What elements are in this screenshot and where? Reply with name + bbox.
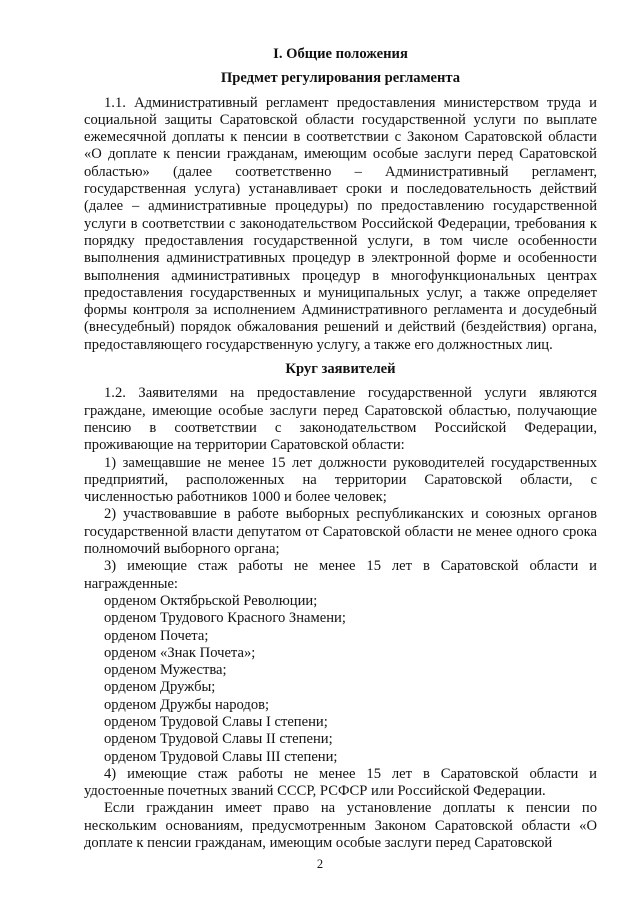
order-item: орденом «Знак Почета»; xyxy=(104,644,256,661)
section-title: I. Общие положения xyxy=(273,46,408,62)
list-item-2: 2) участвовавшие в работе выборных республиканских и союзных органов государственной власти депутатом от Саратовской области не менее одного срока полномочий выборного органа; xyxy=(84,506,597,558)
order-item: орденом Трудовой Славы III степени; xyxy=(104,748,338,765)
paragraph-multiple-grounds: Если гражданин имеет право на установление доплаты к пенсии по нескольким основаниям, предусмотренным Законом Саратовской области «О доплате к пенсии гражданам, имеющим особые заслуги перед Саратовской xyxy=(84,800,597,852)
order-item: орденом Дружбы народов; xyxy=(104,696,270,713)
list-item-1: 1) замещавшие не менее 15 лет должности руководителей государственных предприятий, расположенных на территории Саратовской области, с численностью работников 1000 и более человек; xyxy=(84,454,597,506)
paragraph-1-2: 1.2. Заявителями на предоставление государственной услуги являются граждане, имеющие особые заслуги перед Саратовской областью, получающие пенсию в соответствии с законодательством Российской Федерации, проживающие на территории Саратовской области: xyxy=(84,385,597,454)
list-item-3: 3) имеющие стаж работы не менее 15 лет в Саратовской области и награжденные: xyxy=(84,558,597,592)
order-item: орденом Октябрьской Революции; xyxy=(104,592,318,609)
order-item: орденом Трудовой Славы I степени; xyxy=(104,713,328,730)
paragraph-1-1: 1.1. Административный регламент предоставления министерством труда и социальной защиты Саратовской области государственной услуги по выплате ежемесячной доплаты к пенсии в соответствии с Законом Саратовской области «О доплате к пенсии гражданам, имеющим особые заслуги перед Саратовской областью» (далее соответственно – Административный регламент, государственная услуга) устанавливает сроки и последовательность действий (далее – административные процедуры) по предоставлению государственной услуги в соответствии с законодательством Российской Федерации, требования к порядку предоставления государственной услуги, в том числе особенности выполнения административных процедур в электронной форме и особенности выполнения административных процедур в многофункциональных центрах предоставления государственных и муниципальных услуг, а также определяет формы контроля за исполнением Административного регламента и досудебный (внесудебный) порядок обжалования решений и действий (бездействия) органа, предоставляющего государственную услугу, а также его должностных лиц. xyxy=(84,94,597,353)
order-item: орденом Дружбы; xyxy=(104,679,216,696)
subtitle-applicants: Круг заявителей xyxy=(285,361,396,378)
subtitle-subject: Предмет регулирования регламента xyxy=(220,70,461,87)
document-body xyxy=(84,46,597,852)
order-item: орденом Мужества; xyxy=(104,662,227,679)
list-item-4: 4) имеющие стаж работы не менее 15 лет в Саратовской области и удостоенные почетных званий СССР, РСФСР или Российской Федерации. xyxy=(84,765,597,800)
order-item: орденом Трудового Красного Знамени; xyxy=(104,610,346,627)
order-item: орденом Трудовой Славы II степени; xyxy=(104,731,333,748)
order-item: орденом Почета; xyxy=(104,627,209,644)
page-number: 2 xyxy=(316,857,324,871)
